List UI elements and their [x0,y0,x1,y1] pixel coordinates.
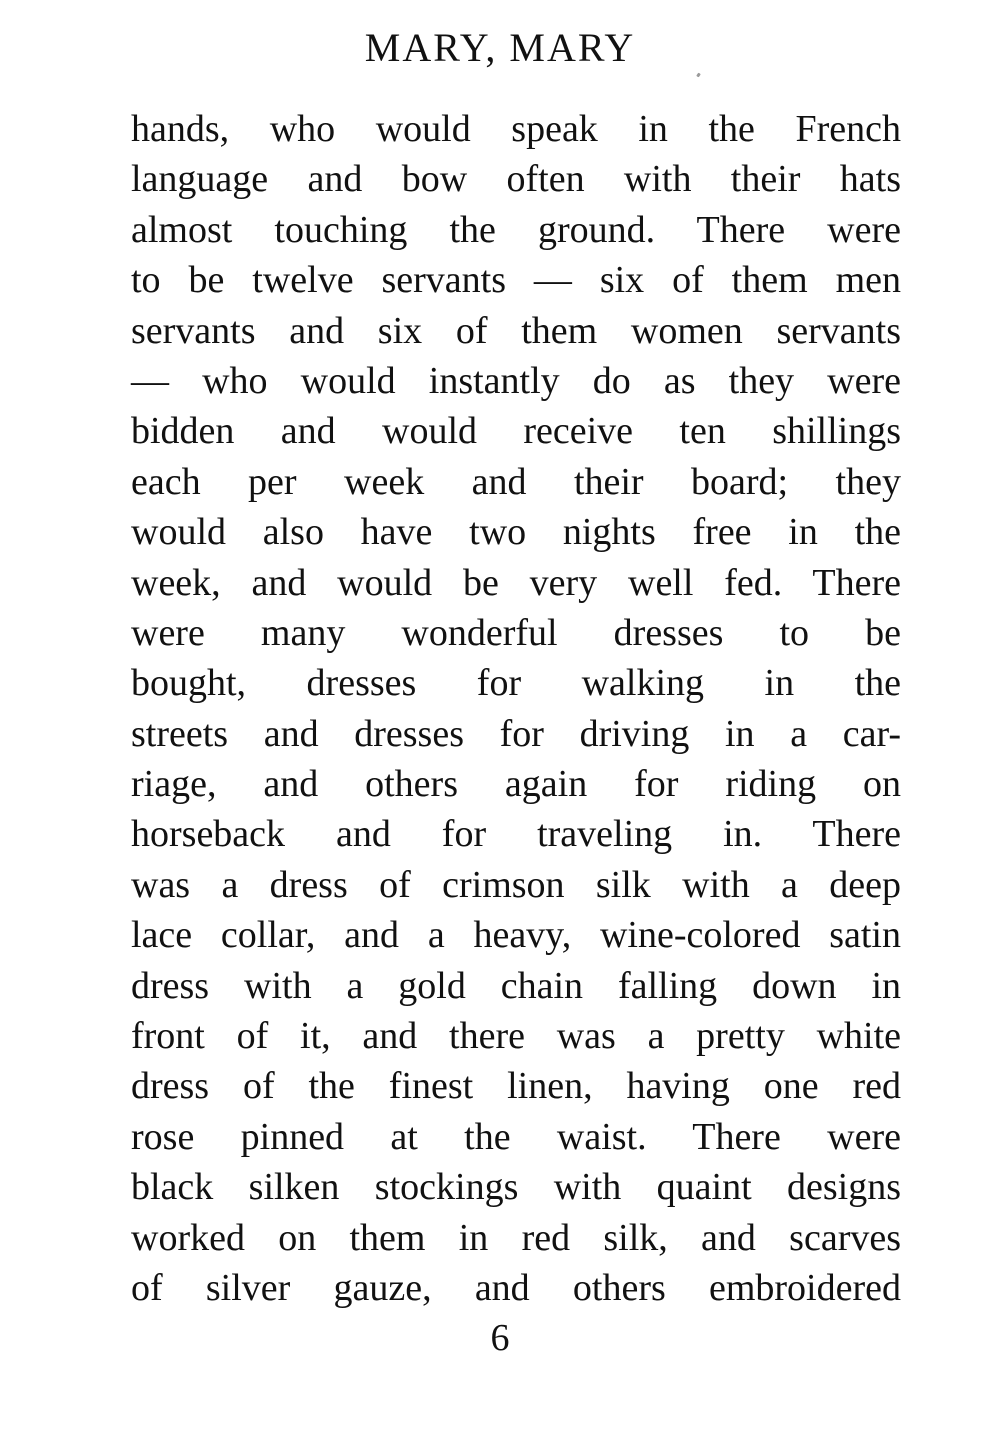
text-line: to be twelve servants — six of them men [131,259,901,302]
text-line: language and bow often with their hats [131,158,901,201]
running-head: MARY, MARY [364,25,636,70]
text-line: streets and dresses for driving in a car- [131,712,901,755]
text-line: week, and would be very well fed. There [131,561,901,604]
text-line: almost touching the ground. There were [131,208,901,251]
text-line: hands, who would speak in the French [131,108,901,150]
page-body [131,104,901,1313]
print-speck [696,73,701,78]
page-number: 6 [490,1317,510,1359]
text-line: worked on them in red silk, and scarves [131,1216,901,1259]
text-line: front of it, and there was a pretty white [131,1015,901,1058]
text-line: lace collar, and a heavy, wine-colored satin [131,914,901,957]
text-line: dress of the finest linen, having one red [131,1065,901,1108]
text-line: bidden and would receive ten shillings [131,410,901,453]
text-line: servants and six of them women servants [131,309,901,352]
text-line: was a dress of crimson silk with a deep [131,863,901,906]
text-line: bought, dresses for walking in the [131,662,901,705]
text-line: riage, and others again for riding on [131,763,901,806]
text-line: each per week and their board; they [131,460,901,503]
text-line: black silken stockings with quaint designs [131,1166,901,1209]
text-line: rose pinned at the waist. There were [131,1115,901,1158]
text-line: — who would instantly do as they were [131,359,901,402]
text-line: of silver gauze, and others embroidered [131,1266,901,1309]
text-line: dress with a gold chain falling down in [131,964,901,1007]
text-line: were many wonderful dresses to be [131,611,901,654]
text-line: would also have two nights free in the [131,511,901,554]
text-line: horseback and for traveling in. There [131,813,901,856]
